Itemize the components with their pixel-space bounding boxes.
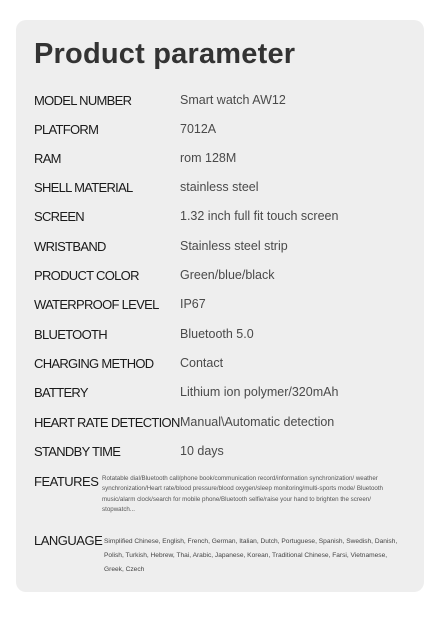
param-label: HEART RATE DETECTION [34,415,180,430]
param-row-bluetooth [34,327,404,349]
param-value: Manual\Automatic detection [180,415,335,429]
param-value: stainless steel [180,180,259,194]
param-row-shell-material [34,180,404,202]
language-text: Simplified Chinese, English, French, German, Italian, Dutch, Portuguese, Spanish, Swedish, Danish, Polish, Turkish, Hebrew, Thai, Arabic, Japanese, Korean, Traditional Chinese, Farsi, Vietnamese, Greek, Czech [104,538,398,573]
param-row-product-color [34,268,404,290]
param-row-heart-rate-detection [34,415,404,437]
param-label: CHARGING METHOD [34,356,154,371]
param-label: PLATFORM [34,122,99,137]
param-row-standby-time [34,444,404,466]
param-value: 1.32 inch full fit touch screen [180,209,339,223]
page-title: Product parameter [34,38,296,70]
param-row-battery [34,385,404,407]
param-label: WRISTBAND [34,239,106,254]
param-value: 10 days [180,444,224,458]
language-label: LANGUAGE [34,533,103,548]
param-value: Green/blue/black [180,268,275,282]
param-row-ram [34,151,404,173]
param-value: rom 128M [180,151,237,165]
param-label: SHELL MATERIAL [34,180,133,195]
param-row-model-number [34,93,404,115]
features-label: FEATURES [34,474,99,489]
param-value: Smart watch AW12 [180,93,286,107]
param-label: STANDBY TIME [34,444,121,459]
param-value: Bluetooth 5.0 [180,327,254,341]
param-row-platform [34,122,404,144]
param-row-wristband [34,239,404,261]
param-label: BLUETOOTH [34,327,107,342]
param-value: 7012A [180,122,217,136]
param-value: Contact [180,356,224,370]
param-label: SCREEN [34,209,84,224]
features-text: Rotatable dial/Bluetooth call/phone book/communication record/information synchronization/ weather synchronization/Heart rate/blood pressure/blood oxygen/sleep monitoring/multi-sports mode/ Bluetooth music/alarm clock/search for mobile phone/Bluetooth selfie/raise your hand to brighten the screen/ stopwatch... [102,475,383,513]
param-label: BATTERY [34,385,88,400]
param-row-screen [34,209,404,231]
param-value: Stainless steel strip [180,239,288,253]
param-label: WATERPROOF LEVEL [34,297,159,312]
param-label: RAM [34,151,61,166]
param-label: MODEL NUMBER [34,93,132,108]
param-value: Lithium ion polymer/320mAh [180,385,339,399]
param-row-charging-method [34,356,404,378]
param-value: IP67 [180,297,206,311]
param-label: PRODUCT COLOR [34,268,139,283]
param-row-waterproof-level [34,297,404,319]
